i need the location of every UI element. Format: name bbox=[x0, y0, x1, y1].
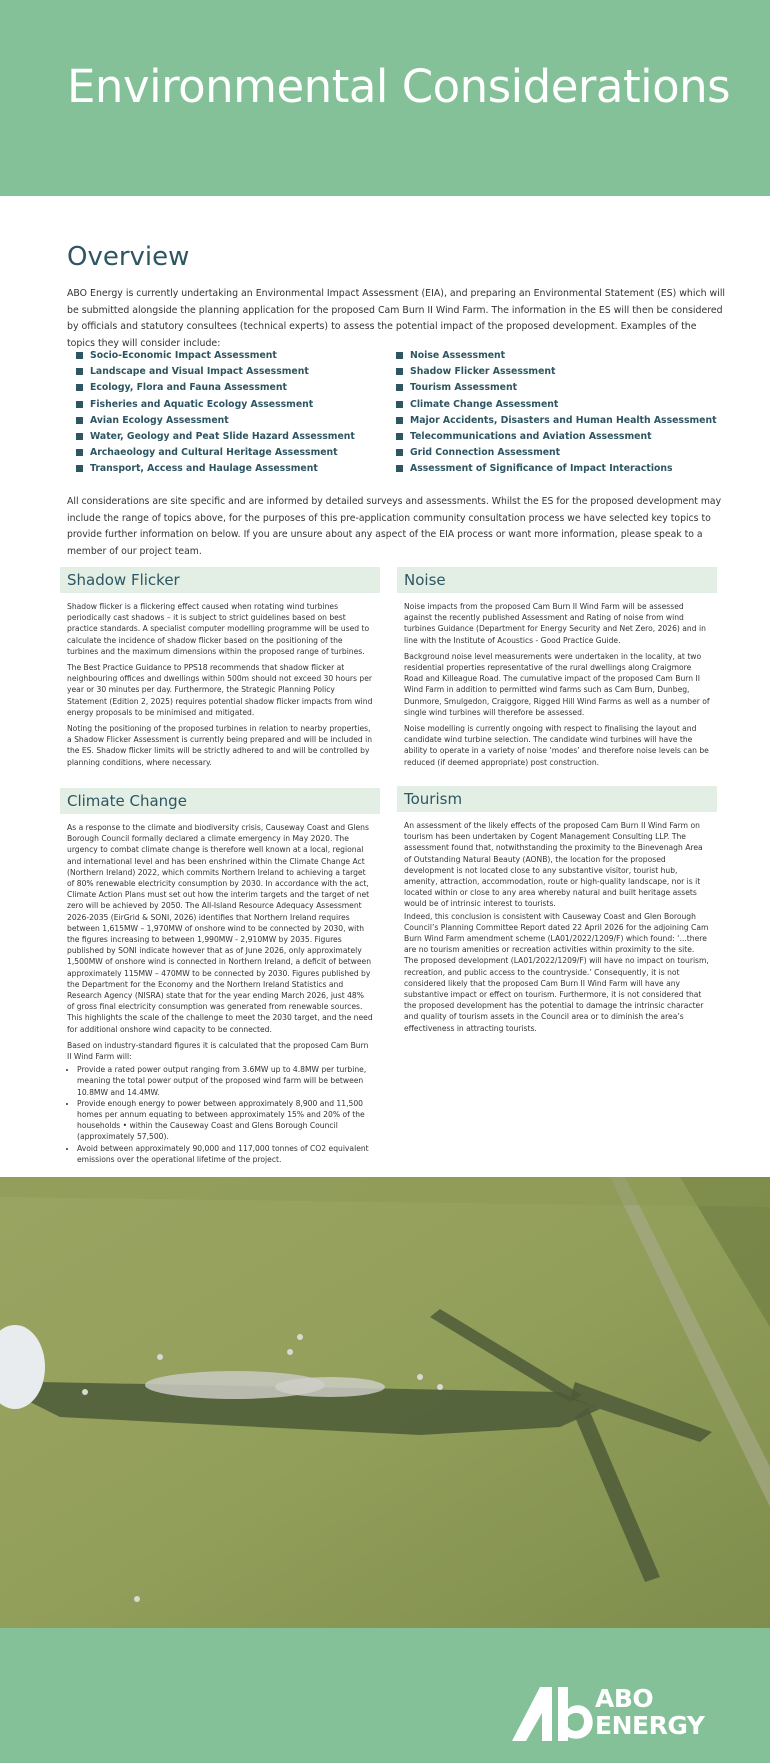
climate-change-section bbox=[60, 788, 380, 1165]
section-body bbox=[60, 814, 380, 1165]
topic-item: Shadow Flicker Assessment bbox=[396, 364, 717, 380]
paragraph: Noise modelling is currently ongoing with respect to finalising the layout and candidate wind turbine selection. The candidate wind turbines will have the ability to operate in a variety of noise ‘modes’ and therefore noise levels can be reduced (if deemed appropriate) post construction. bbox=[404, 724, 709, 767]
paragraph: Background noise level measurements were undertaken in the locality, at two residential properties representative of the rural dwellings along Craigmore Road and Killeague Road. The cumulative impact of the proposed Cam Burn II Wind Farm in addition to permitted wind farms such as Cam Burn, Dunbeg, Dunmore, Smulgedon, Craiggore, Rigged Hill Wind Farms as well as a number of single wind turbines will therefore be assessed. bbox=[404, 651, 710, 717]
list-item: • Provide enough energy to power between approximately 8,900 and 11,500 homes per annum equating to between approximately 15% and 20% of the households • within the Causeway Coast and Glens Borough Council (approximately 57,500). bbox=[77, 1098, 373, 1143]
section-heading: Tourism bbox=[397, 786, 717, 812]
climate-bullets bbox=[67, 1064, 373, 1165]
topic-item: Fisheries and Aquatic Ecology Assessment bbox=[76, 397, 355, 413]
topic-item: Transport, Access and Haulage Assessment bbox=[76, 461, 355, 477]
topic-item: Major Accidents, Disasters and Human Health Assessment bbox=[396, 413, 717, 429]
bullet-square-icon bbox=[396, 352, 403, 359]
topic-item: Archaeology and Cultural Heritage Assessment bbox=[76, 445, 355, 461]
bullet-square-icon bbox=[76, 368, 83, 375]
overview-intro: ABO Energy is currently undertaking an Environmental Impact Assessment (EIA), and preparing an Environmental Statement (ES) which will be submitted alongside the planning application for the proposed Cam Burn II Wind Farm. The information in the ES will then be considered by officials and statutory consultees (technical experts) to assess the potential impact of the proposed development. Examples of the topics they will consider include: bbox=[67, 288, 726, 349]
section-body bbox=[397, 812, 717, 1034]
bullet-square-icon bbox=[76, 417, 83, 424]
bullet-square-icon bbox=[396, 384, 403, 391]
topic-item: Water, Geology and Peat Slide Hazard Assessment bbox=[76, 429, 355, 445]
topic-item: Telecommunications and Aviation Assessment bbox=[396, 429, 717, 445]
section-heading: Shadow Flicker bbox=[60, 567, 380, 593]
section-body bbox=[397, 593, 717, 768]
bullet-square-icon bbox=[76, 465, 83, 472]
bullet-square-icon bbox=[76, 401, 83, 408]
bullet-square-icon bbox=[76, 352, 83, 359]
overview-title: Overview bbox=[67, 242, 190, 272]
paragraph: An assessment of the likely effects of the proposed Cam Burn II Wind Farm on tourism has been undertaken by Cogent Management Consulting LLP. The assessment found that, notwithstanding the proximity to the Binevenagh Area of Outstanding Natural Beauty (AONB), the location for the proposed development is not located close to any substantive visitor, tourist hub, amenity, attraction, accommodation, route or high-quality landscape, nor is it located within or close to any area whereby natural and built heritage assets would be of intrinsic interest to tourists. bbox=[404, 821, 703, 909]
logo-line: ABO bbox=[595, 1684, 654, 1713]
paragraph: Shadow flicker is a flickering effect caused when rotating wind turbines periodically cast shadows – it is subject to strict guidelines based on best practice standards. A specialist computer modelling programme will be used to calculate the incidence of shadow flicker based on the positioning of the turbines and the maximum dimensions within the proposed range of turbines. bbox=[67, 602, 370, 656]
bullet-square-icon bbox=[76, 384, 83, 391]
bullet-square-icon bbox=[396, 449, 403, 456]
logo-wordmark bbox=[595, 1685, 704, 1739]
logo-line: ENERGY bbox=[595, 1711, 705, 1740]
aerial-photo bbox=[0, 1177, 770, 1628]
bullet-square-icon bbox=[76, 433, 83, 440]
paragraph: Noting the positioning of the proposed turbines in relation to nearby properties, a Shadow Flicker Assessment is currently being prepared and will be included in the ES. Shadow flicker limits will be strictly adhered to and will be controlled by planning conditions, where necessary. bbox=[67, 724, 373, 767]
bullet-square-icon bbox=[396, 417, 403, 424]
overview-closing: All considerations are site specific and are informed by detailed surveys and assessments. Whilst the ES for the proposed development may include the range of topics above, for the purposes of this pre-application community consultation process we have selected key topics to provide further information on below. If you are unsure about any aspect of the EIA process or want more information, please speak to a member of our project team. bbox=[67, 496, 722, 557]
paragraph: Noise impacts from the proposed Cam Burn II Wind Farm will be assessed against the recently published Assessment and Rating of noise from wind turbines Guidance (Department for Energy Security and Net Zero, 2026) and in line with the Institute of Acoustics - Good Practice Guide. bbox=[404, 602, 706, 645]
bullet-square-icon bbox=[396, 433, 403, 440]
topic-item: Ecology, Flora and Fauna Assessment bbox=[76, 380, 355, 396]
list-item: • Provide a rated power output ranging from 3.6MW up to 4.8MW per turbine, meaning the total power output of the proposed wind farm will be between 10.8MW and 14.4MW. bbox=[77, 1064, 373, 1098]
topic-item: Avian Ecology Assessment bbox=[76, 413, 355, 429]
paragraph: As a response to the climate and biodiversity crisis, Causeway Coast and Glens Borough Council formally declared a climate emergency in May 2020. The urgency to combat climate change is therefore well known at a local, regional and international level and has been enshrined within the Climate Change Act (Northern Ireland) 2022, which commits Northern Ireland to achieving a target of 80% renewable electricity consumption by 2030. In accordance with the act, Climate Action Plans must set out how the interim targets and the target of net zero will be achieved by 2050. The All-Island Resource Adequacy Assessment 2026-2035 (EirGrid & SONI, 2026) identifies that Northern Ireland requires between 1,615MW – 1,970MW of onshore wind to be connected by 2030, with the figures increasing to between 1,990MW - 2,910MW by 2035. Figures published by SONI indicate however that as of June 2026, only approximately 1,500MW of onshore wind is connected in Northern Ireland, a deficit of between approximately 115MW – 470MW to be connected by 2030. Figures published by the Department for the Economy and the Northern Ireland Statistics and Research Agency (NISRA) state that for the year ending March 2026, just 48% of gross final electricity consumption was generated from renewable sources. This highlights the scale of the challenge to meet the 2030 target, and the need for additional onshore wind capacity to be connected. bbox=[67, 823, 373, 1034]
topics-list-right bbox=[396, 348, 717, 478]
section-body bbox=[60, 593, 380, 768]
tourism-section bbox=[397, 786, 717, 1039]
bullet-square-icon bbox=[396, 465, 403, 472]
bullet-square-icon bbox=[76, 449, 83, 456]
noise-section bbox=[397, 567, 717, 773]
section-heading: Noise bbox=[397, 567, 717, 593]
main-content bbox=[0, 196, 770, 1176]
bullet-square-icon bbox=[396, 401, 403, 408]
topic-item: Grid Connection Assessment bbox=[396, 445, 717, 461]
topic-item: Climate Change Assessment bbox=[396, 397, 717, 413]
topics-list-left bbox=[76, 348, 355, 478]
page-title: Environmental Considerations bbox=[67, 60, 731, 113]
topic-item: Assessment of Significance of Impact Interactions bbox=[396, 461, 717, 477]
header-banner bbox=[0, 0, 770, 196]
paragraph: Indeed, this conclusion is consistent with Causeway Coast and Glen Borough Council’s Planning Committee Report dated 22 April 2026 for the adjoining Cam Burn Wind Farm amendment scheme (LA01/2022/1209/F) which found: ‘...there are no tourism amenities or recreation activities within proximity to the site. The proposed development (LA01/2022/1209/F) will have no impact on tourism, recreation, and public access to the countryside.’ Consequently, it is not considered likely that the proposed Cam Burn II Wind Farm will have any substantive impact or effect on tourism. Furthermore, it is not considered that the proposed development has the potential to damage the intrinsic character and quality of tourism assets in the Council area or to diminish the area’s effectiveness in attracting tourists. bbox=[404, 911, 709, 1033]
list-item: • Avoid between approximately 90,000 and 117,000 tonnes of CO2 equivalent emissions over the operational lifetime of the project. bbox=[77, 1143, 373, 1165]
topic-item: Noise Assessment bbox=[396, 348, 717, 364]
shadow-flicker-section bbox=[60, 567, 380, 773]
section-heading: Climate Change bbox=[60, 788, 380, 814]
paragraph: The Best Practice Guidance to PPS18 recommends that shadow flicker at neighbouring offices and dwellings within 500m should not exceed 30 hours per year or 30 minutes per day. Furthermore, the Strategic Planning Policy Statement (Edition 2, 2025) requires potential shadow flicker impacts from wind energy proposals to be minimised and mitigated. bbox=[67, 663, 373, 717]
bullet-square-icon bbox=[396, 368, 403, 375]
topic-item: Socio-Economic Impact Assessment bbox=[76, 348, 355, 364]
topic-item: Landscape and Visual Impact Assessment bbox=[76, 364, 355, 380]
aerial-field-image bbox=[0, 1177, 770, 1628]
topic-item: Tourism Assessment bbox=[396, 380, 717, 396]
paragraph: Based on industry-standard figures it is calculated that the proposed Cam Burn II Wind Farm will: bbox=[67, 1040, 369, 1062]
